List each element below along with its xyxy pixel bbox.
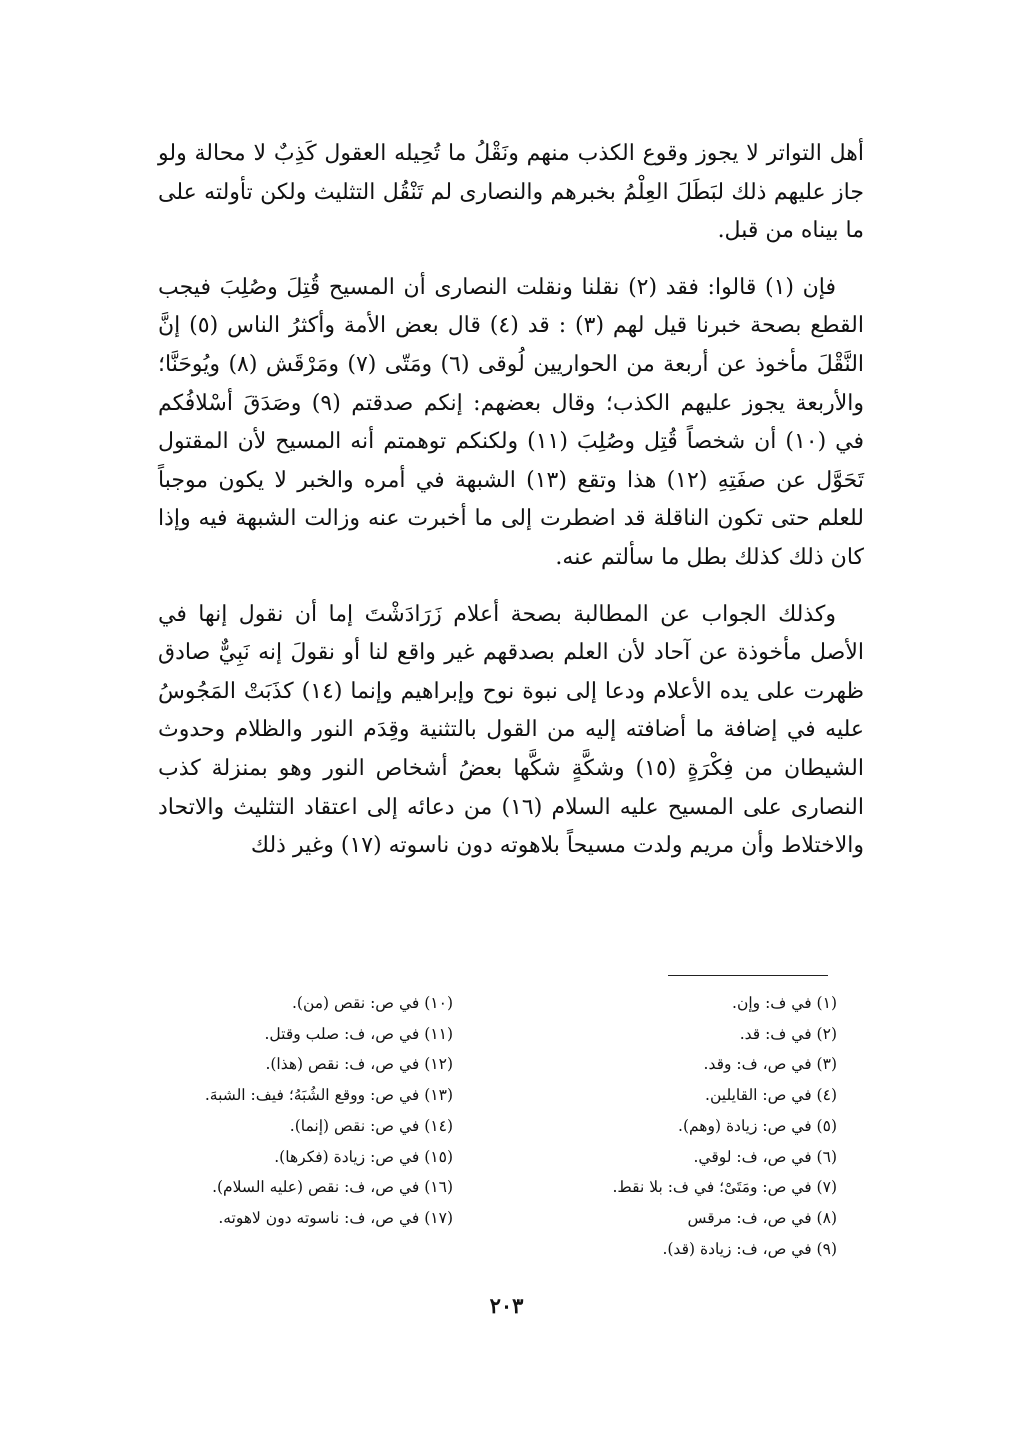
footnote-5: (٥) في ص: زيادة (وهم). (678, 1116, 837, 1135)
footnote-1: (١) في ف: وإن. (732, 994, 837, 1012)
footnote-13: (١٣) في ص: ووقع الشُبَهُ؛ فيف: الشبهَ. (204, 1086, 453, 1105)
footnote-10: (١٠) في ص: نقص (من). (291, 994, 453, 1012)
page-number: ٢٠٣ (489, 1293, 524, 1318)
footnote-8: (٨) في ص، ف: مرقس (687, 1208, 837, 1227)
footnote-4: (٤) في ص: القايلين. (705, 1086, 837, 1105)
paragraph-2: فإن (١) قالوا: فقد (٢) نقلنا ونقلت النصارى أن المسيح قُتِلَ وصُلِبَ فيجب القطع بصحة خبرنا قيل لهم (٣) : قد (٤) قال بعض الأمة وأكثرُ الناس (٥) إنَّ النَّقْلَ مأخوذ عن أربعة من الحواريين لُوقى (٦) ومَتّى (٧) ومَرْقَش (٨) ويُوحَنَّا؛ والأربعة يجوز عليهم الكذب؛ وقال بعضهم: إنكم صدقتم (٩) وصَدَقَ أسْلافُكم في (١٠) أن شخصاً قُتِل وصُلِبَ (١١) ولكنكم توهمتم أنه المسيح لأن المقتول تَحَوَّل عن صفَتِهِ (١٢) هذا وتقع (١٣) الشبهة في أمره والخبر لا يكون موجباً للعلم حتى تكون الناقلة قد اضطرت إلى ما أخبرت عنه وزالت الشبهة فيه وإذا كان ذلك كذلك بطل ما سألتم عنه. (158, 274, 865, 570)
footnotes-column-left (153, 988, 453, 1234)
footnote-6: (٦) في ص، ف: لوقي. (693, 1147, 837, 1166)
paragraph-3: وكذلك الجواب عن المطالبة بصحة أعلام زَرَادَشْتَ إما أن نقول إنها في الأصل مأخوذة عن آحاد لأن العلم بصدقهم غير واقع لنا أو نقولَ إنه نَبِيٌّ صادق ظهرت على يده الأعلام ودعا إلى نبوة نوح وإبراهيم وإنما (١٤) كذَبَتْ المَجُوسُ عليه في إضافة ما أضافته إليه من القول بالتثنية وقِدَم النور والظلام وحدوث الشيطان من فِكْرَةٍ (١٥) وشكَّةٍ شكَّها بعضُ أشخاص النور وهو بمنزلة كذب النصارى على المسيح عليه السلام (١٦) من دعائه إلى اعتقاد التثليث والاتحاد والاختلاط وأن مريم ولدت مسيحاً بلاهوته دون ناسوته (١٧) وغير ذلك (158, 601, 865, 859)
footnote-11: (١١) في ص، ف: صلب وقتل. (264, 1024, 453, 1043)
footnote-14: (١٤) في ص: نقص (إنما). (289, 1116, 453, 1135)
main-text (158, 135, 864, 884)
paragraph-1: أهل التواتر لا يجوز وقوع الكذب منهم ونَقْلُ ما تُحِيله العقول كَذِبٌ لا محالة ولو جاز عليهم ذلك لبَطَلَ العِلْمُ بخبرهم والنصارى لم تَنْقُل التثليث ولكن تأولته على ما بيناه من قبل. (158, 141, 864, 244)
footnote-divider (668, 975, 828, 976)
footnote-16: (١٦) في ص، ف: نقص (عليه السلام). (212, 1178, 453, 1197)
footnotes-column-right (537, 988, 837, 1264)
footnote-12: (١٢) في ص، ف: نقص (هذا). (265, 1055, 453, 1074)
footnote-17: (١٧) في ص، ف: ناسوته دون لاهوته. (218, 1208, 453, 1227)
footnote-7: (٧) في ص: ومَتَىْ؛ في ف: بلا نقط. (612, 1178, 837, 1197)
footnote-2: (٢) في ف: قد. (739, 1024, 837, 1043)
footnote-9: (٩) في ص، ف: زيادة (قد). (662, 1239, 837, 1258)
footnote-3: (٣) في ص، ف: وقد. (703, 1055, 837, 1074)
footnote-15: (١٥) في ص: زيادة (فكرها). (274, 1147, 453, 1166)
